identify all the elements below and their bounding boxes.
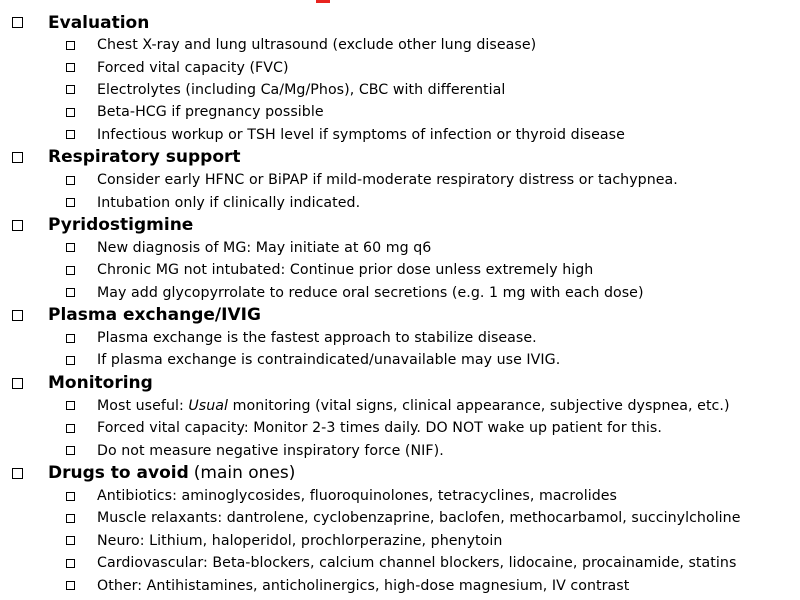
section-header — [12, 372, 800, 395]
list-item — [12, 191, 800, 213]
list-item — [12, 417, 800, 439]
list-item — [12, 530, 800, 552]
square-checkbox-icon — [12, 468, 23, 479]
section-plasma-exchange-ivig — [12, 304, 800, 372]
list-item-text: May add glycopyrrolate to reduce oral secretions (e.g. 1 mg with each dose) — [97, 284, 644, 301]
section-pyridostigmine — [12, 214, 800, 304]
list-item-text: Beta-HCG if pregnancy possible — [97, 104, 324, 121]
section-header — [12, 11, 800, 34]
section-monitoring — [12, 372, 800, 462]
list-item — [12, 349, 800, 371]
section-header — [12, 304, 800, 327]
square-checkbox-icon — [66, 514, 75, 523]
list-item — [12, 124, 800, 146]
list-item — [12, 34, 800, 56]
list-item — [12, 574, 800, 596]
section-title: Drugs to avoid — [48, 463, 189, 484]
square-checkbox-icon — [66, 63, 75, 72]
square-checkbox-icon — [66, 198, 75, 207]
title-fragment — [316, 0, 330, 3]
list-item — [12, 552, 800, 574]
square-checkbox-icon — [66, 108, 75, 117]
list-item-text: Do not measure negative inspiratory force (NIF). — [97, 442, 444, 459]
section-header — [12, 214, 800, 237]
square-checkbox-icon — [66, 130, 75, 139]
list-item-text: Plasma exchange is the fastest approach to stabilize disease. — [97, 330, 537, 347]
square-checkbox-icon — [66, 266, 75, 275]
section-title: Evaluation — [48, 12, 150, 33]
list-item-text: Neuro: Lithium, haloperidol, prochlorperazine, phenytoin — [97, 532, 503, 549]
square-checkbox-icon — [12, 17, 23, 28]
list-item — [12, 79, 800, 101]
square-checkbox-icon — [12, 152, 23, 163]
square-checkbox-icon — [66, 581, 75, 590]
list-item-text: Forced vital capacity: Monitor 2-3 times daily. DO NOT wake up patient for this. — [97, 420, 662, 437]
square-checkbox-icon — [66, 492, 75, 501]
list-item-text: Forced vital capacity (FVC) — [97, 59, 289, 76]
checklist — [12, 11, 800, 597]
square-checkbox-icon — [66, 446, 75, 455]
list-item — [12, 485, 800, 507]
square-checkbox-icon — [66, 85, 75, 94]
square-checkbox-icon — [66, 288, 75, 297]
section-title: Respiratory support — [48, 147, 241, 168]
list-item — [12, 282, 800, 304]
square-checkbox-icon — [66, 536, 75, 545]
list-item — [12, 395, 800, 417]
section-title: Pyridostigmine — [48, 215, 194, 236]
list-item — [12, 169, 800, 191]
list-item-text: New diagnosis of MG: May initiate at 60 mg q6 — [97, 239, 432, 256]
square-checkbox-icon — [66, 356, 75, 365]
list-item-text — [97, 398, 730, 414]
list-item-text: Other: Antihistamines, anticholinergics, high-dose magnesium, IV contrast — [97, 577, 630, 594]
list-item — [12, 237, 800, 259]
square-checkbox-icon — [12, 378, 23, 389]
section-respiratory-support — [12, 146, 800, 214]
square-checkbox-icon — [66, 334, 75, 343]
square-checkbox-icon — [66, 401, 75, 410]
section-title: Plasma exchange/IVIG — [48, 305, 261, 326]
list-item-text-prefix: Most useful: — [97, 397, 189, 414]
section-evaluation — [12, 11, 800, 146]
section-note: (main ones) — [193, 463, 296, 484]
square-checkbox-icon — [66, 41, 75, 50]
list-item-text: Intubation only if clinically indicated. — [97, 194, 361, 211]
list-item-text-suffix: monitoring (vital signs, clinical appearance, subjective dyspnea, etc.) — [228, 397, 730, 414]
list-item-text: Chronic MG not intubated: Continue prior dose unless extremely high — [97, 262, 594, 279]
square-checkbox-icon — [66, 559, 75, 568]
section-title: Monitoring — [48, 373, 153, 394]
list-item-text: Infectious workup or TSH level if symptoms of infection or thyroid disease — [97, 126, 625, 143]
square-checkbox-icon — [66, 243, 75, 252]
list-item-text: Cardiovascular: Beta-blockers, calcium channel blockers, lidocaine, procainamide, statins — [97, 555, 737, 572]
list-item — [12, 259, 800, 281]
square-checkbox-icon — [66, 424, 75, 433]
list-item — [12, 101, 800, 123]
list-item — [12, 507, 800, 529]
section-drugs-to-avoid — [12, 462, 800, 597]
list-item-text: Chest X-ray and lung ultrasound (exclude other lung disease) — [97, 37, 537, 54]
list-item-text: Antibiotics: aminoglycosides, fluoroquinolones, tetracyclines, macrolides — [97, 488, 617, 505]
list-item-text: Consider early HFNC or BiPAP if mild-moderate respiratory distress or tachypnea. — [97, 172, 678, 189]
list-item-text: Electrolytes (including Ca/Mg/Phos), CBC with differential — [97, 81, 506, 98]
section-header — [12, 462, 800, 485]
square-checkbox-icon — [12, 310, 23, 321]
list-item — [12, 56, 800, 78]
list-item — [12, 327, 800, 349]
list-item — [12, 439, 800, 461]
list-item-text-emphasis: Usual — [188, 397, 229, 414]
square-checkbox-icon — [12, 220, 23, 231]
list-item-text: If plasma exchange is contraindicated/unavailable may use IVIG. — [97, 352, 561, 369]
square-checkbox-icon — [66, 176, 75, 185]
list-item-text: Muscle relaxants: dantrolene, cyclobenzaprine, baclofen, methocarbamol, succinylcholine — [97, 510, 741, 527]
section-header — [12, 146, 800, 169]
